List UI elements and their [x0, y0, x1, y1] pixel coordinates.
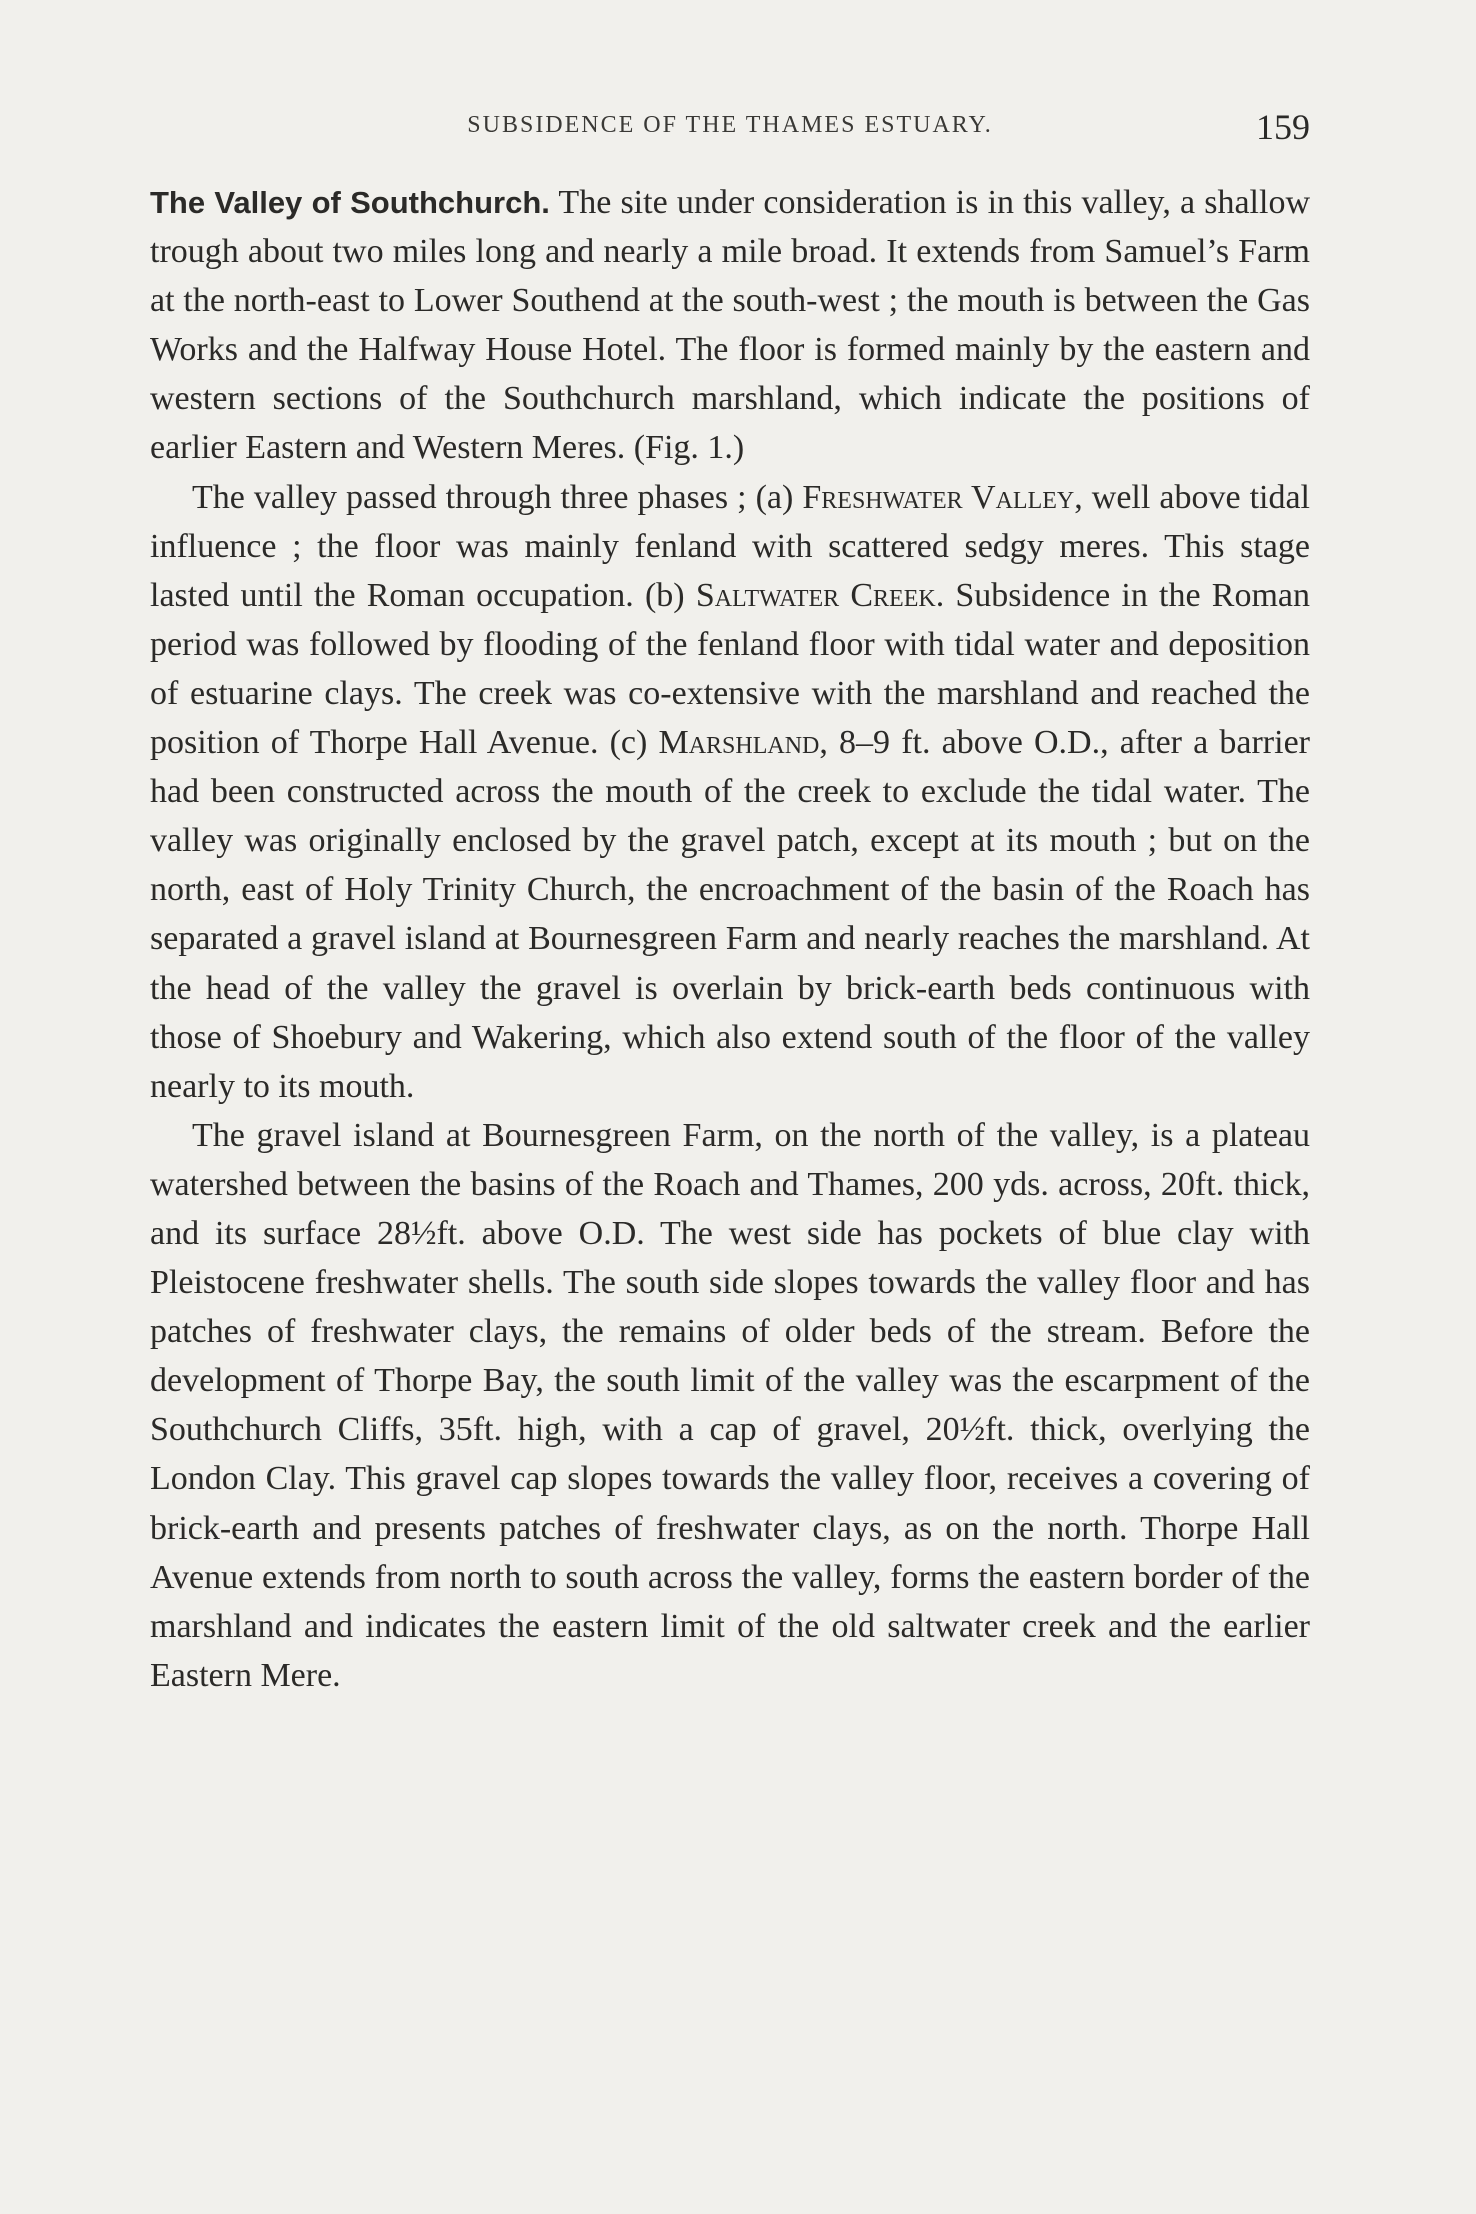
page-number: 159	[1256, 107, 1310, 147]
phase-saltwater-creek: Saltwater Creek	[695, 576, 936, 614]
phase-freshwater-valley: Freshwater Valley	[802, 478, 1075, 516]
paragraph-2-text-3: . Subsidence in the Roman period was followed by flooding of the fenland floor with tidal water and deposition of estuarine clays. The creek was co-extensive with the marshland and reached the position of Thorpe Hall Avenue. (c)	[150, 576, 1310, 762]
paragraph-2	[150, 473, 1310, 1111]
paragraph-3-text: The gravel island at Bournesgreen Farm, on the north of the valley, is a plateau watershed between the basins of the Roach and Thames, 200 yds. across, 20ft. thick, and its surface 28½ft. above O.D. The west side has pockets of blue clay with Pleistocene freshwater shells. The south side slopes towards the valley floor and has patches of freshwater clays, the remains of older beds of the stream. Before the development of Thorpe Bay, the south limit of the valley was the escarpment of the Southchurch Cliffs, 35ft. high, with a cap of gravel, 20½ft. thick, overlying the London Clay. This gravel cap slopes towards the valley floor, receives a covering of brick-earth and presents patches of freshwater clays, as on the north. Thorpe Hall Avenue extends from north to south across the valley, forms the eastern border of the marshland and indicates the eastern limit of the old saltwater creek and the earlier Eastern Mere.	[150, 1116, 1310, 1694]
body-text	[150, 178, 1310, 1700]
paragraph-1-text: The site under consideration is in this valley, a shallow trough about two miles long and nearly a mile broad. It extends from Samuel’s Farm at the north-east to Lower Southend at the south-west ; the mouth is between the Gas Works and the Halfway House Hotel. The floor is formed mainly by the eastern and western sections of the Southchurch marshland, which indicate the positions of earlier Eastern and Western Meres. (Fig. 1.)	[150, 184, 1311, 467]
running-head	[150, 106, 1310, 146]
running-title: SUBSIDENCE OF THE THAMES ESTUARY.	[467, 112, 993, 138]
paragraph-1	[150, 178, 1310, 473]
section-heading: The Valley of Southchurch.	[150, 185, 550, 220]
paragraph-2-text-1: The valley passed through three phases ; (a)	[192, 478, 803, 516]
phase-marshland: Marshland	[658, 724, 820, 762]
paragraph-2-text-4: , 8–9 ft. above O.D., after a barrier had been constructed across the mouth of the creek to exclude the tidal water. The valley was originally enclosed by the gravel patch, except at its mouth ; but on the north, east of Holy Trinity Church, the encroachment of the basin of the Roach has separated a gravel island at Bournesgreen Farm and nearly reaches the marshland. At the head of the valley the gravel is overlain by brick-earth beds continuous with those of Shoebury and Wakering, which also extend south of the floor of the valley nearly to its mouth.	[150, 724, 1310, 1105]
paragraph-3	[150, 1111, 1310, 1700]
paragraph-2-text-2: , well above tidal influence ; the floor was mainly fenland with scattered sedgy meres. This stage lasted until the Roman occupation. (b)	[150, 478, 1310, 614]
